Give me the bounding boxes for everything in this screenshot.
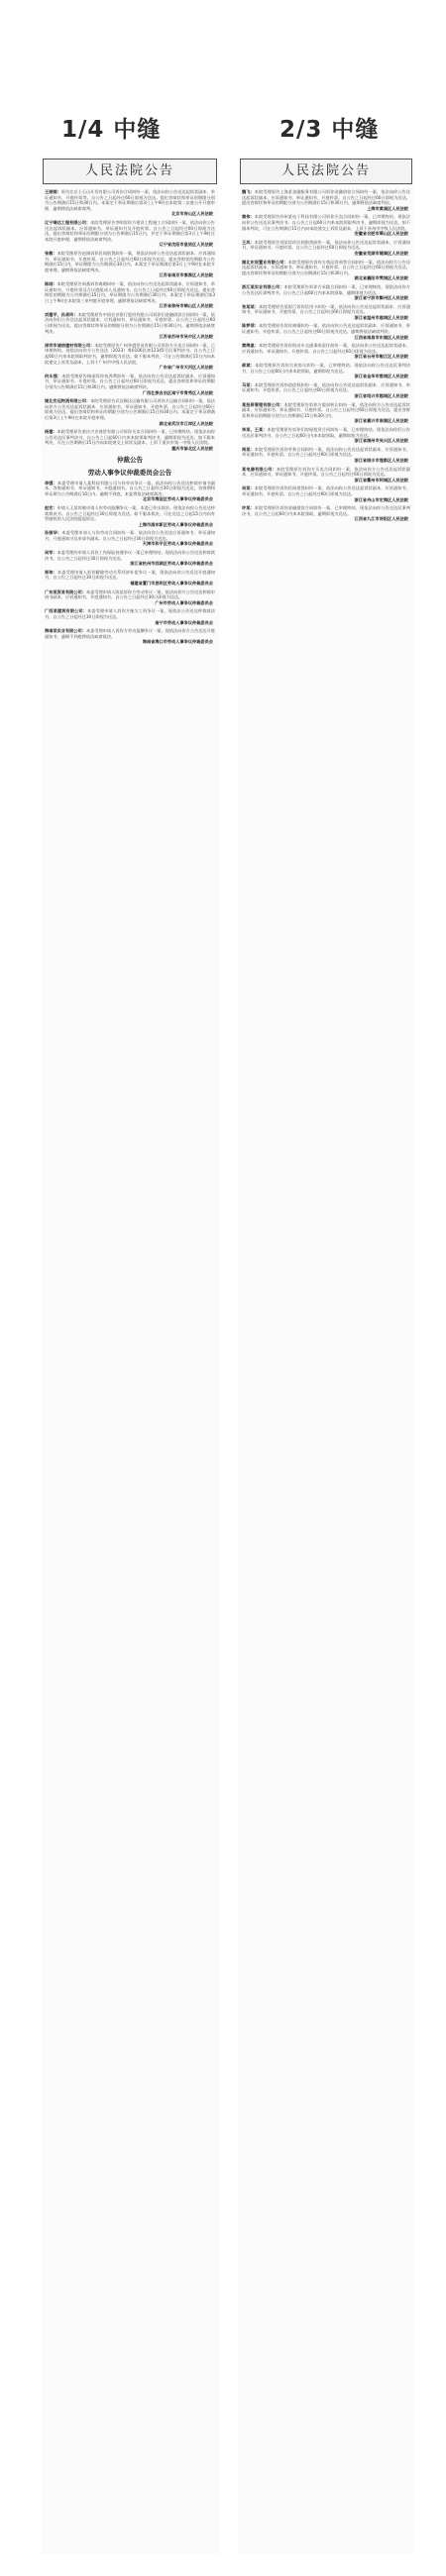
court-notice — [238, 381, 414, 401]
notice-issuer: 浙江省金华市婺城区人民法院 — [354, 374, 408, 379]
right-column — [238, 157, 414, 2554]
notice-issuer: 湖北省襄阳市樊城区人民法院 — [354, 275, 408, 281]
notice-recipient: 张敏： — [45, 250, 57, 256]
left-section-label: 1/4 中缝 — [61, 117, 162, 143]
court-notice — [41, 373, 219, 397]
court-notice — [41, 607, 219, 627]
notice-recipient: 王丽娟： — [45, 189, 61, 194]
notice-body: 本院受理原告诉你金融借款合同纠纷一案，已审理终结，现依法向你公告送达民事判决书，自公告之日起60日内来本院领取，逾期即视为送达。 — [242, 505, 410, 516]
notice-recipient: 吴军： — [45, 550, 57, 556]
right-column-title: 人民法院公告 — [240, 159, 412, 184]
notice-issuer: 浙江省衢州市柯城区人民法院 — [354, 477, 408, 483]
notice-issuer: 南宁市劳动人事争议仲裁委员会 — [155, 619, 213, 625]
page-header — [0, 0, 446, 149]
notice-recipient: 许某： — [242, 505, 255, 511]
notice-issuer: 浙江省丽水市莲都区人民法院 — [354, 457, 408, 463]
court-notice — [41, 397, 219, 428]
notice-issuer: 上海市浦东新区劳动人事争议仲裁委员会 — [138, 521, 213, 527]
notice-body: 本院受理原告诉你方股权转让纠纷一案，依法向你方公告送达起诉状副本、应诉通知书、举证通知书、开庭传票。自公告之日起经过60日即视为送达。提出答辩状和举证的期限分别为公告期满后15日和30日内。 — [242, 401, 410, 418]
notice-recipient: 某投资管理有限公司： — [242, 401, 284, 407]
court-notice — [41, 627, 219, 647]
notice-body: 本院受理原告诉你民间借贷纠纷一案，依法向你公告送达起诉状副本、应诉通知书、举证通知书、开庭传票。自公告之日起经过60日即视为送达。 — [242, 485, 410, 496]
notice-body: 本委受理申请人与你劳动合同纠纷一案，依法向你公告送达应诉通知书、举证通知书、开庭通知书及申请书副本。自公告之日起经过30日即视为送达。 — [45, 530, 215, 541]
notice-issuer: 福建省厦门市思明区劳动人事争议仲裁委员会 — [130, 581, 213, 587]
notice-recipient: 何永强： — [45, 373, 62, 378]
court-notice — [41, 529, 219, 549]
notice-body: 本院受理原告诉你合伙协议纠纷一案，已审理终结。现依法向你公告送达民事判决书，自公告之日起60日内来本院领取，逾期即视为送达。 — [242, 363, 410, 374]
court-notice — [41, 480, 219, 504]
notice-body: 本院受理原告周燕诉你离婚纠纷一案，依法向你公告送达起诉状副本、应诉通知书、举证通知书、开庭传票及合议庭组成人员通知书。自公告之日起经过60日即视为送达。提出答辩状的期限为公告期满后15日内，举证期限为公告期满后30日内。本案定于举证期满后第3日上午9时在本院第三审判庭开庭审理，逾期将依法缺席判决。 — [45, 280, 215, 303]
notice-recipient: 孙丽华： — [45, 530, 62, 536]
court-notice — [41, 219, 219, 250]
notice-recipient: 李强： — [45, 480, 57, 485]
notice-body: 本院受理原告苏州某电子科技有限公司诉你买卖合同纠纷一案，已审理终结。现依法向你公告送达民事判决书。自公告之日起60日内来本院领取判决书，逾期即视为送达。如不服本判决，可在公告期满后15日内向本院递交上诉状及副本，上诉于苏州市中级人民法院。 — [242, 214, 410, 231]
court-notice — [238, 188, 414, 213]
notice-issuer: 海南省海口市劳动人事争议仲裁委员会 — [142, 639, 213, 645]
notice-recipient: 郑伟： — [45, 569, 57, 575]
court-notice — [238, 239, 414, 259]
court-notice — [238, 401, 414, 426]
notice-recipient: 张某某： — [242, 303, 260, 309]
right-notice-list — [238, 188, 414, 524]
court-notice — [238, 362, 414, 381]
court-notice — [238, 213, 414, 238]
notice-recipient: 深圳市诚信建材有限公司： — [45, 342, 95, 348]
notice-issuer: 广西壮族自治区南宁市青秀区人民法院 — [142, 389, 213, 395]
notice-recipient: 广西某建筑有限公司： — [45, 608, 88, 614]
notice-recipient: 王凤： — [242, 239, 255, 245]
notice-issuer: 湖北省武汉市江岸区人民法院 — [159, 420, 213, 426]
notice-recipient: 海南某实业有限公司： — [45, 628, 86, 634]
notice-recipient: 马某： — [242, 381, 255, 387]
notice-issuer: 天津市和平区劳动人事争议仲裁委员会 — [142, 541, 213, 547]
notice-recipient: 黄海星： — [242, 343, 260, 349]
notice-issuer: 安徽省合肥市蜀山区人民法院 — [354, 231, 408, 237]
notice-recipient: 浙江某实业有限公司： — [242, 283, 284, 289]
notice-body: 本院受理原告上海某金融服务有限公司诉你金融借款合同纠纷一案，依法向你公告送达起诉状副本、应诉通知书、举证通知书、开庭传票。自公告之日起经过60日即视为送达。提出答辩状和举证的期限分别为公告期满后15日和30日内。逾期将依法缺席判决。 — [242, 189, 410, 206]
notice-issuer: 江苏省徐州市铜山区人民法院 — [159, 303, 213, 309]
court-notice — [238, 426, 414, 446]
court-notice — [41, 311, 219, 342]
notice-recipient: 湖北东辰置业有限公司： — [242, 259, 288, 265]
court-notice — [238, 466, 414, 485]
newspaper-columns — [0, 157, 446, 2576]
notice-body: 本院受理原告诉你方买卖合同纠纷一案，依法向你方公告送达起诉状副本、应诉通知书、举证通知书、开庭传票。自公告之日起经过60日即视为送达。 — [242, 466, 410, 478]
notice-body: 本委受理申请人某科技有限公司与你劳动争议一案，依法向你公告送达仲裁申请书副本、答辩通知书、举证通知书、开庭通知书。自公告之日起经过30日即视为送达，答辩期和举证期为公告期满后10日内。逾期不到庭，本委将依法缺席裁决。 — [45, 480, 215, 496]
notice-issuer: 浙江省舟山市定海区人民法院 — [354, 496, 408, 502]
notice-recipient: 魏飞： — [242, 189, 255, 194]
court-notice — [238, 342, 414, 362]
notice-recipient: 秦伟： — [242, 214, 255, 220]
notice-recipient: 赵宏： — [45, 504, 57, 510]
notice-issuer: 浙江省嘉兴市南湖区人民法院 — [354, 418, 408, 424]
arbitration-committee-heading: 劳动人事争议仲裁委员会公告 — [87, 468, 172, 477]
notice-issuer: 浙江省台州市椒江区人民法院 — [354, 354, 408, 360]
court-notice — [41, 569, 219, 589]
notice-recipient: 李某、王某： — [242, 426, 268, 432]
court-notice — [41, 549, 219, 569]
notice-body: 本院受理原告重庆兴业商贸有限公司诉你买卖合同纠纷一案，已审理终结。现依法向你公告送达民事判决书。自公告之日起60日内来本院领取判决书，逾期即视为送达。如不服本判决，可在公告期满后15日内向本院递交上诉状及副本，上诉于重庆市第一中级人民法院。 — [45, 429, 215, 446]
notice-body: 本院受理原告诉你机动车交通事故责任纠纷一案，依法向你公告送达起诉状副本、应诉通知书、举证通知书、开庭传票。自公告之日起经过60日即视为送达。 — [242, 343, 410, 354]
notice-body: 本院受理原告李明诉你方建设工程施工合同纠纷一案，依法向你公告送达起诉状副本、应诉通知书、举证通知书及开庭传票。自公告之日起经过60日即视为送达。提出答辩状和举证的期限分别为公告期满后15日内，并定于举证期满后第3日上午9时在本院开庭审理，逾期将依法缺席判决。 — [45, 219, 215, 242]
left-column-title: 人民法院公告 — [43, 159, 217, 184]
notice-issuer: 江西省九江市浔阳区人民法院 — [354, 516, 408, 522]
notice-recipient: 陈刚： — [45, 280, 57, 286]
court-notice — [41, 504, 219, 529]
notice-body: 本院受理原告某银行诉你信用卡纠纷一案，依法向你公告送达起诉状副本、应诉通知书、举证通知书、开庭传票。自公告之日起经过60日即视为送达。 — [242, 303, 410, 315]
notice-body: 本院受理原告赵刚诉你民间借贷纠纷一案，现依法向你公告送达起诉状副本、应诉通知书、举证通知书、开庭传票。自公告之日起经过60日即视为送达。提出答辩状的期限为公告期满后15日内，举证期限为公告期满后30日内。本案定于举证期满后第3日上午9时在本院开庭审理，逾期将依法缺席判决。 — [45, 250, 215, 272]
notice-body: 本院受理原告诉你方承揽合同纠纷一案，已审理终结。现依法向你方公告送达民事判决书，自公告之日起60日内来本院领取，逾期即视为送达。 — [242, 283, 410, 295]
left-column — [41, 157, 219, 2554]
notice-body: 本院受理原告诉你们房屋租赁合同纠纷一案，已审理终结。现依法向你们公告送达民事判决书，自公告之日起60日内来本院领取，逾期即视为送达。 — [242, 426, 410, 438]
arbitration-notice-list — [41, 480, 219, 647]
notice-issuer: 江苏省南京市秦淮区人民法院 — [159, 272, 213, 278]
notice-recipient: 广东某贸易有限公司： — [45, 589, 86, 594]
notice-recipient: 郝斌： — [242, 363, 256, 369]
court-notice — [238, 283, 414, 303]
notice-body: 本院受理原告杨丽诉你抚养费纠纷一案，依法向你公告送达起诉状副本、应诉通知书、举证通知书、开庭传票。自公告之日起经过60日即视为送达。提出答辩状和举证的期限分别为公告期满后15日和30日内。逾期将依法缺席判决。 — [45, 373, 215, 389]
notice-issuer: 安徽省芜湖市镜湖区人民法院 — [354, 250, 408, 256]
court-notice — [41, 428, 219, 453]
notice-recipient: 杨建： — [45, 429, 57, 435]
notice-body: 本院受理原告刘某诉你民间借贷纠纷一案，依法向你公告送达起诉状副本、应诉通知书、举证通知书、开庭传票。自公告之日起经过60日即视为送达。 — [242, 239, 410, 251]
notice-recipient: 辽宁瑞达工程有限公司： — [45, 219, 91, 225]
notice-issuer: 辽宁省沈阳市皇姑区人民法院 — [159, 242, 213, 248]
notice-issuer: 浙江省绍兴市越城区人民法院 — [354, 393, 408, 398]
notice-body: 申请人王某诉被申请人你劳动报酬争议一案，本委已作出裁决。现依法向你公告送达仲裁裁决书。自公告之日起经过30日即视为送达。如不服本裁决，可在送达之日起15日内向有管辖权的人民法院提起诉讼。 — [45, 504, 215, 522]
notice-body: 本委受理申请人诉你解除劳动关系经济补偿争议一案，现依法向你公告送达开庭通知书，自公告之日起经过30日即视为送达。 — [45, 569, 215, 581]
notice-issuer: 广东省广州市天河区人民法院 — [159, 365, 213, 371]
notice-body: 本委受理申请人陈某诉你方劳动争议一案，依法向你方公告送达仲裁申请书副本、应诉通知书、开庭通知书。自公告之日起经过30日即视为送达。 — [45, 589, 215, 600]
notice-recipient: 刘建平、孙美玲： — [45, 311, 78, 317]
court-notice — [238, 322, 414, 342]
notice-issuer: 浙江省温州市鹿城区人民法院 — [354, 314, 408, 320]
notice-body: 本委受理申请人诉你方劳动报酬争议一案，现依法向你方公告送达开庭通知书，逾期不到庭将依法缺席裁决。 — [45, 628, 215, 639]
court-notice — [41, 280, 219, 311]
notice-issuer: 北京市海淀区劳动人事争议仲裁委员会 — [142, 496, 213, 502]
court-notice — [238, 303, 414, 323]
notice-body: 本委受理的申请人诉你工伤保险待遇争议一案已审理终结，现依法向你公告送达仲裁裁决书，自公告之日起经过30日即视为送达。 — [45, 550, 215, 561]
notice-recipient: 湖北宏远物流有限公司： — [45, 398, 91, 404]
notice-issuer: 江西省南昌市东湖区人民法院 — [354, 334, 408, 340]
court-notice — [238, 259, 414, 283]
notice-issuer: 北京市房山区人民法院 — [171, 211, 213, 217]
court-notice — [238, 484, 414, 504]
notice-issuer: 上海市黄浦区人民法院 — [367, 205, 408, 211]
notice-issuer: 浙江省杭州市西湖区劳动人事争议仲裁委员会 — [130, 561, 213, 567]
court-notice — [41, 250, 219, 280]
notice-recipient: 周某： — [242, 446, 255, 452]
court-notice — [41, 342, 219, 373]
court-notice — [41, 589, 219, 608]
right-section-label: 2/3 中缝 — [279, 117, 380, 143]
notice-recipient: 某电器有限公司： — [242, 466, 277, 472]
notice-recipient: 陈梦菲： — [242, 323, 260, 329]
notice-issuer: 浙江省宁波市鄞州区人民法院 — [354, 295, 408, 301]
notice-issuer: 广州市劳动人事争议仲裁委员会 — [155, 599, 213, 605]
notice-recipient: 吴某： — [242, 485, 255, 491]
notice-body: 本院受理原告中国农业银行股份有限公司诉你们金融借款合同纠纷一案，依法向你们公告送达起诉状副本、应诉通知书、举证通知书、开庭传票。自公告之日起经过60日即视为送达。提出答辩状和举证的期限分别为公告期满后15日和30日内。逾期将依法缺席判决。 — [45, 311, 215, 334]
notice-issuer: 浙江省湖州市吴兴区人民法院 — [354, 438, 408, 444]
notice-issuer: 重庆市渝北区人民法院 — [171, 445, 213, 451]
notice-body: 本院受理原告武汉顺达运输有限公司诉你方运输合同纠纷一案，依法向你方公告送达起诉状副本、应诉通知书、举证通知书、开庭传票。自公告之日起经过60日即视为送达。提出答辩状和举证的期限分别为公告期满后15日和30日内。本案定于举证期满后第3日上午9时在本院开庭审理。 — [45, 398, 215, 420]
notice-body: 本委受理申请人诉你方拖欠工资争议一案，现依法公告送达仲裁裁决书，自公告之日起经过30日即视为送达。 — [45, 608, 215, 619]
notice-body: 本院受理原告广州华盛贸易有限公司诉你方买卖合同纠纷一案，已审理终结。现依法向你方公告送达（2023）粤0106民初12345号民事判决书。自公告之日起60日内来本院领取判决书，逾期即视为送达。如不服本判决，可在公告期满后15日内向本院递交上诉状及副本，上诉于广州市中级人民法院。 — [45, 342, 215, 365]
arbitration-heading: 仲裁公告 — [117, 455, 143, 464]
court-notice — [238, 446, 414, 466]
court-notice — [41, 188, 219, 219]
notice-body: 本院受理原告诉你离婚纠纷一案，依法向你公告送达起诉状副本、应诉通知书、举证通知书、开庭传票。自公告之日起经过60日即视为送达。逾期将依法缺席判决。 — [242, 323, 410, 335]
court-notice — [238, 504, 414, 524]
left-notice-list — [41, 188, 219, 454]
notice-issuer: 江苏省苏州市吴中区人民法院 — [159, 334, 213, 340]
notice-body: 本院受理原告诉你方商品房预售合同纠纷一案，依法向你方公告送达起诉状副本、应诉通知书、举证通知书、开庭传票。自公告之日起经过60日即视为送达。提出答辩状和举证的期限分别为公告期满后15日和30日内。 — [242, 259, 410, 275]
notice-body: 原告北京土石山开发有限公司诉你合同纠纷一案，依法向你公告送达起诉状副本、举证通知书、开庭传票等。自公告之日起经过60日即视为送达。提出答辩状和举证的期限分别为公告期满后15日和30日内。本案定于举证期满后第3日上午9时在本院第二法庭公开开庭审理，逾期将依法缺席裁判。 — [45, 189, 215, 211]
notice-body: 本院受理原告诉你追偿权纠纷一案，依法向你公告送达起诉状副本、应诉通知书、举证通知书、开庭传票。自公告之日起经过60日即视为送达。 — [242, 381, 410, 393]
notice-body: 本院受理原告诉你劳务合同纠纷一案，依法向你公告送达起诉状副本、应诉通知书、举证通知书、开庭传票。自公告之日起经过60日即视为送达。 — [242, 446, 410, 458]
